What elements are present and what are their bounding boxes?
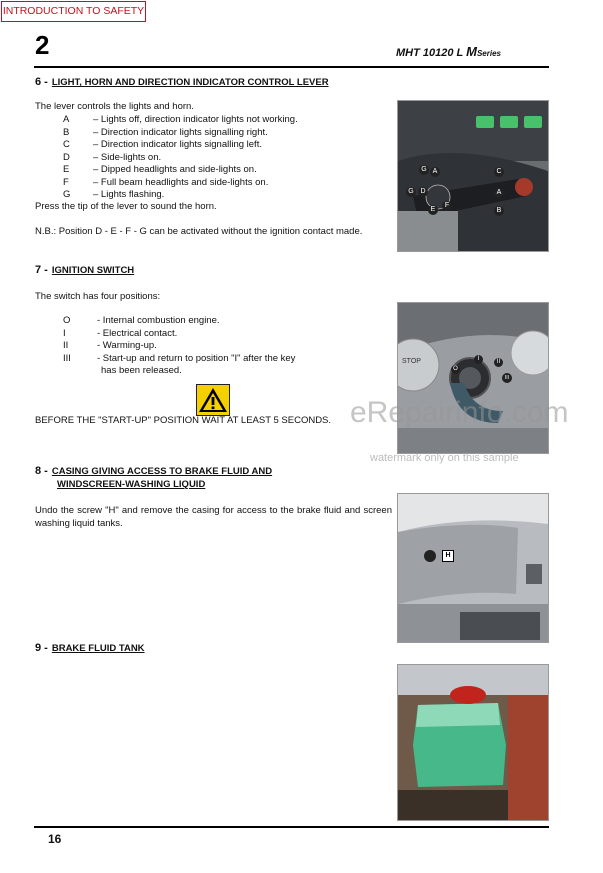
model-series: Series: [476, 49, 501, 58]
label-iii: III: [502, 373, 512, 383]
label-f: F: [442, 201, 452, 211]
section-8-title-line1: CASING GIVING ACCESS TO BRAKE FLUID AND: [51, 466, 273, 477]
list-item: C – Direction indicator lights signalling left.: [63, 139, 262, 150]
section-8-number: 8 -: [35, 465, 48, 477]
list-item: G – Lights flashing.: [63, 189, 165, 200]
section-8-text: Undo the screw "H" and remove the casing for access to the brake fluid and screen washing liquid tanks.: [35, 505, 392, 529]
label-i: I: [474, 355, 483, 364]
label-h: H: [442, 550, 454, 562]
label-a-left: A: [430, 167, 440, 177]
list-item: III - Start-up and return to position "I" after the key: [63, 352, 296, 364]
section-6-horn-text: Press the tip of the lever to sound the horn.: [35, 201, 217, 212]
list-item: has been released.: [101, 365, 182, 376]
label-d: D: [418, 187, 428, 197]
section-9-heading: [35, 641, 145, 656]
ignition-photo: [397, 302, 549, 454]
list-item: F – Full beam headlights and side-lights on.: [63, 176, 269, 188]
list-item: A – Lights off, direction indicator lights not working.: [63, 114, 298, 125]
list-item: O - Internal combustion engine.: [63, 315, 220, 326]
watermark-sub: watermark only on this sample: [370, 452, 519, 464]
ignition-positions-list: [63, 315, 295, 378]
section-6-intro: The lever controls the lights and horn.: [35, 101, 194, 112]
model-title: [396, 44, 501, 59]
section-8-title-line2: WINDSCREEN-WASHING LIQUID: [57, 479, 206, 490]
section-7-warning: BEFORE THE "START-UP" POSITION WAIT AT LEAST 5 SECONDS.: [35, 415, 332, 426]
section-9-number: 9 -: [35, 642, 48, 654]
section-8-heading: [35, 464, 272, 479]
model-text: MHT 10120 L: [396, 47, 464, 59]
list-item: B – Direction indicator lights signalling right.: [63, 126, 268, 138]
label-o: O: [451, 365, 460, 374]
model-m: M: [466, 44, 477, 59]
lever-photo: [397, 100, 549, 252]
label-c: C: [494, 167, 504, 177]
label-ii: II: [494, 358, 503, 367]
section-9-title: BRAKE FLUID TANK: [51, 643, 145, 654]
casing-photo-image: [398, 494, 548, 642]
warning-sign: [196, 384, 230, 416]
brake-fluid-photo: [397, 664, 549, 821]
section-6-title: LIGHT, HORN AND DIRECTION INDICATOR CONTROL LEVER: [51, 77, 329, 88]
section-7-title: IGNITION SWITCH: [51, 265, 135, 276]
list-item: D – Side-lights on.: [63, 151, 162, 163]
casing-photo: [397, 493, 549, 643]
section-6-note: N.B.: Position D - E - F - G can be activated without the ignition contact made.: [35, 226, 363, 237]
lever-positions-list: [63, 114, 298, 202]
label-e: E: [428, 205, 438, 215]
list-item: I - Electrical contact.: [63, 327, 178, 339]
header-rule: [34, 66, 549, 68]
list-item: E – Dipped headlights and side-lights on.: [63, 164, 257, 175]
brake-fluid-photo-image: [398, 665, 548, 820]
warning-triangle-icon: [197, 385, 229, 415]
label-a-right: A: [494, 188, 504, 198]
footer-rule: [34, 826, 549, 828]
page-number: 16: [48, 832, 62, 846]
section-7-intro: The switch has four positions:: [35, 291, 161, 302]
list-item: II - Warming-up.: [63, 340, 157, 351]
label-g-top: G: [419, 165, 429, 175]
section-6-number: 6 -: [35, 76, 48, 88]
lever-photo-image: [398, 101, 548, 251]
chapter-number: 2: [35, 30, 50, 60]
section-8-heading-line2: [57, 478, 205, 492]
watermark-main: eRepairinfo.com: [350, 396, 569, 429]
label-b: B: [494, 206, 504, 216]
section-6-heading: [35, 75, 329, 90]
section-7-heading: [35, 263, 134, 278]
introduction-to-safety-button[interactable]: INTRODUCTION TO SAFETY: [1, 1, 146, 22]
stop-label: STOP: [402, 358, 421, 365]
ignition-photo-image: [398, 303, 548, 453]
label-g-left: G: [406, 187, 416, 197]
section-7-number: 7 -: [35, 264, 48, 276]
